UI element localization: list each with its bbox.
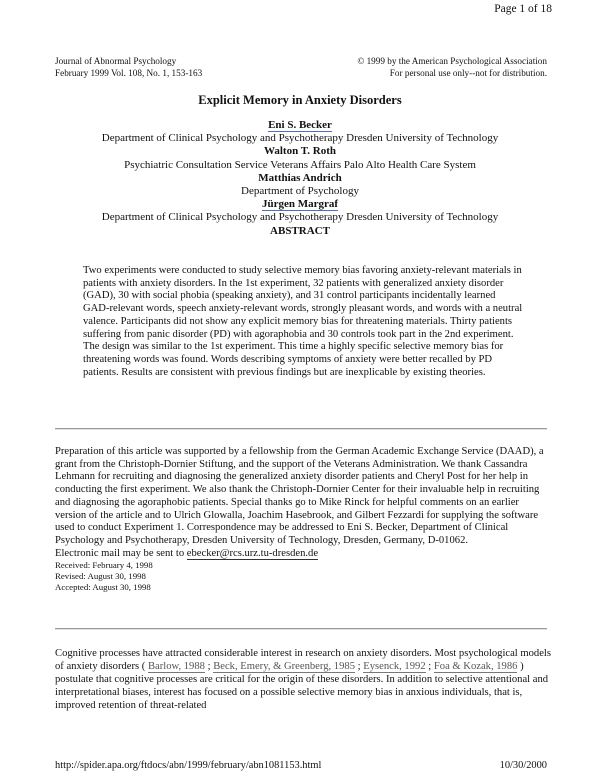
footer-date: 10/30/2000 [499,760,547,771]
author-affiliation: Department of Clinical Psychology and Psychotherapy Dresden University of Technology [101,132,499,145]
copyright-line: © 1999 by the American Psychological Association [357,56,547,66]
journal-name: Journal of Abnormal Psychology [55,56,177,66]
email-prefix: Electronic mail may be sent to [55,547,187,559]
email-link[interactable]: ebecker@rcs.urz.tu-dresden.de [186,547,319,559]
citation-link[interactable]: Beck, Emery, & Greenberg, 1985 [213,660,355,672]
revised-date: Revised: August 30, 1998 [55,571,146,582]
author-block [40,119,560,238]
correspondence: Correspondence may be addressed to Eni S. Becker, Department of Clinical Psychology and Psychotherapy, Dresden University of Technology, Dresden, Germany, D-01062. [55,522,509,546]
page-number: Page 1 of 18 [494,3,552,15]
abstract-heading: ABSTRACT [270,224,330,237]
accepted-date: Accepted: August 30, 1998 [55,582,151,593]
author-affiliation: Department of Psychology [241,185,359,198]
received-date: Received: February 4, 1998 [55,560,153,571]
citation-link[interactable]: Foa & Kozak, 1986 [433,660,518,672]
author-name: Matthias Andrich [258,171,342,184]
divider [55,428,547,430]
usage-line: For personal use only--not for distribution. [389,68,547,78]
article-title: Explicit Memory in Anxiety Disorders [198,93,402,107]
divider [55,628,547,630]
acknowledgement: Preparation of this article was supported by a fellowship from the German Academic Exchange Service (DAAD), a grant from the Christoph-Dornier Stiftung, and the support of the Veterans Administration. We thank Cassandra Lehmann for recruiting and diagnosing the generalized anxiety disorder patients and Cheryl Post for her help in conducting the first experiment. We also thank the Christoph-Dornier Center for their invaluable help in recruiting and diagnosing the agoraphobic patients. Special thanks go to Mike Rinck for helpful comments on an earlier version of the article and to Ulrich Glowalla, Joachim Hasebrook, and Gilbert Fezzardi for supplying the software used to conduct Experiment 1. [55,446,544,534]
author-affiliation: Psychiatric Consultation Service Veterans Affairs Palo Alto Health Care System [124,158,476,171]
author-name: Walton T. Roth [263,145,337,158]
author-name[interactable]: Jürgen Margraf [261,198,339,211]
body-paragraph: Cognitive processes have attracted considerable interest in research on anxiety disorders. Most psychological models of anxiety disorders ( Barlow, 1988 ; Beck, Emery, & Greenberg, 1985 ; Eysenck, 1992 ; Foa & Kozak, 1986 ) postulate that cognitive processes are critical for the origin of these disorders. In addition to selective attentional and interpretational biases, interest has focused on a possible selective memory bias in anxious individuals, that is, improved retention of threat-related [55,648,551,711]
author-affiliation: Department of Clinical Psychology and Psychotherapy Dresden University of Technology [101,211,499,224]
author-notes [55,446,552,593]
abstract-text: Two experiments were conducted to study selective memory bias favoring anxiety-relevant materials in patients with anxiety disorders. In the 1st experiment, 32 patients with generalized anxiety disorder (GAD), 30 with social phobia (speaking anxiety), and 31 control participants incidentally learned GAD-relevant words, speech anxiety-relevant words, strongly pleasant words, and words with a neutral valence. Participants did not show any explicit memory bias for threatening materials. Thirty patients suffering from panic disorder (PD) with agoraphobia and 30 controls took part in the 2nd experiment. The design was similar to the 1st experiment. This time a highly specific selective memory bias for threatening words was found. Words describing symptoms of anxiety were better recalled by PD patients. Results are consistent with previous findings but are inexplicable by existing theories. [83,265,523,378]
author-name[interactable]: Eni S. Becker [268,119,332,131]
citation-link[interactable]: Barlow, 1988 [147,660,205,672]
footer-url: http://spider.apa.org/ftdocs/abn/1999/february/abn1081153.html [55,760,322,771]
citation-link[interactable]: Eysenck, 1992 [363,660,426,672]
journal-issue: February 1999 Vol. 108, No. 1, 153-163 [55,68,203,78]
